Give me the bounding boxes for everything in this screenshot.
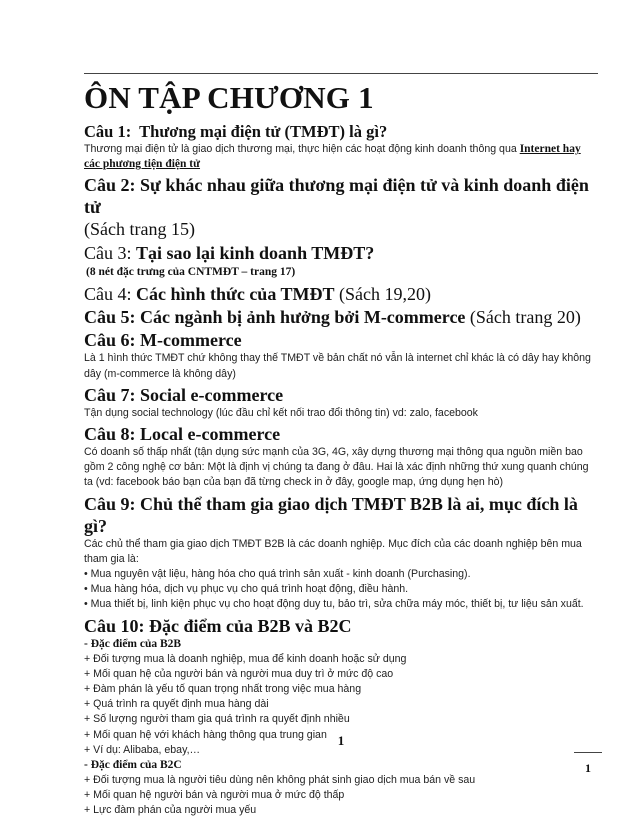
list-item: + Đàm phán là yếu tố quan trọng nhất trong việc mua hàng [84, 683, 362, 696]
list-item: + Lực đàm phán của người mua yếu [84, 803, 257, 816]
question-2-note: (Sách trang 15) [84, 219, 195, 240]
top-rule [84, 73, 598, 74]
question-5: Câu 5: Các ngành bị ảnh hưởng bởi M-commerce (Sách trang 20) [84, 307, 581, 328]
list-item: + Số lượng người tham gia quá trình ra quyết định nhiều [84, 713, 350, 726]
question-3-note: (8 nét đặc trưng của CNTMĐT – trang 17) [86, 266, 296, 279]
question-10: Câu 10: Đặc điểm của B2B và B2C [84, 616, 352, 637]
list-item: + Mối quan hệ với khách hàng thông qua trung gian [84, 728, 327, 741]
question-2: Câu 2: Sự khác nhau giữa thương mại điện tử và kinh doanh điện tử [84, 175, 589, 218]
b2b-heading: - Đặc điểm của B2B [84, 638, 182, 651]
answer-9-intro: Các chủ thể tham gia giao dịch TMĐT B2B là các doanh nghiệp. Mục đích của các doanh nghiệp bên mua tham gia là: [84, 537, 582, 565]
answer-8: Có doanh số thấp nhất (tận dụng sức mạnh của 3G, 4G, xây dựng thương mại thông qua nguồn miền bao gồm 2 công nghệ cơ bản: Một là định vị chúng ta đang ở đâu. Hai là xác định những thứ xung quanh chúng ta (vd: facebook báo bạn của bạn đã từng check in ở đây, google map, ứng dụng hẹn hò) [84, 446, 589, 489]
list-item: + Mối quan hệ người bán và người mua ở mức độ thấp [84, 788, 345, 801]
content [84, 122, 598, 818]
page-title: ÔN TẬP CHƯƠNG 1 [84, 80, 374, 115]
answer-1: Thương mại điện tử là giao dịch thương mại, thực hiện các hoạt động kinh doanh thông qua Internet hay các phương tiện điện tử [84, 143, 581, 171]
question-3: Câu 3: Tại sao lại kinh doanh TMĐT? [84, 243, 375, 264]
list-item: • Mua nguyên vật liệu, hàng hóa cho quá trình sản xuất - kinh doanh (Purchasing). [84, 567, 471, 580]
question-1: Câu 1: Thương mại điện tử (TMĐT) là gì? [84, 122, 388, 141]
list-item: + Quá trình ra quyết định mua hàng dài [84, 698, 269, 711]
list-item: • Mua hàng hóa, dịch vụ phục vụ cho quá trình hoạt động, điều hành. [84, 582, 409, 595]
answer-6: Là 1 hình thức TMĐT chứ không thay thế TMĐT về bản chất nó vẫn là internet chỉ khác là có dây hay không dây (m-commerce là không dây) [84, 352, 591, 380]
question-7: Câu 7: Social e-commerce [84, 384, 284, 405]
question-8: Câu 8: Local e-commerce [84, 424, 281, 445]
corner-page-indicator [574, 752, 602, 780]
question-9: Câu 9: Chủ thể tham gia giao dịch TMĐT B2B là ai, mục đích là gì? [84, 493, 578, 536]
answer-7: Tận dụng social technology (lúc đầu chỉ kết nối trao đổi thông tin) vd: zalo, facebook [84, 406, 478, 419]
internet-link[interactable]: Internet hay các phương tiện điện tử [84, 143, 581, 171]
b2c-heading: - Đặc điểm của B2C [84, 758, 182, 771]
list-item: + Đối tượng mua là người tiêu dùng nên không phát sinh giao dịch mua bán về sau [84, 773, 476, 786]
list-item: + Ví dụ: Alibaba, ebay,… [84, 743, 201, 756]
question-4: Câu 4: Các hình thức của TMĐT (Sách 19,20) [84, 284, 431, 305]
corner-page-number: 1 [585, 761, 591, 775]
list-item: + Mối quan hệ của người bán và người mua duy trì ở mức độ cao [84, 668, 394, 681]
page-number: 1 [337, 733, 345, 748]
question-6: Câu 6: M-commerce [84, 330, 242, 351]
list-item: + Đối tượng mua là doanh nghiệp, mua để kinh doanh hoặc sử dụng [84, 653, 407, 666]
corner-rule [574, 752, 602, 753]
list-item: • Mua thiết bị, linh kiện phục vụ cho hoạt động duy tu, bảo trì, sửa chữa máy móc, thiết bị, tư liệu sản xuất. [84, 598, 584, 610]
